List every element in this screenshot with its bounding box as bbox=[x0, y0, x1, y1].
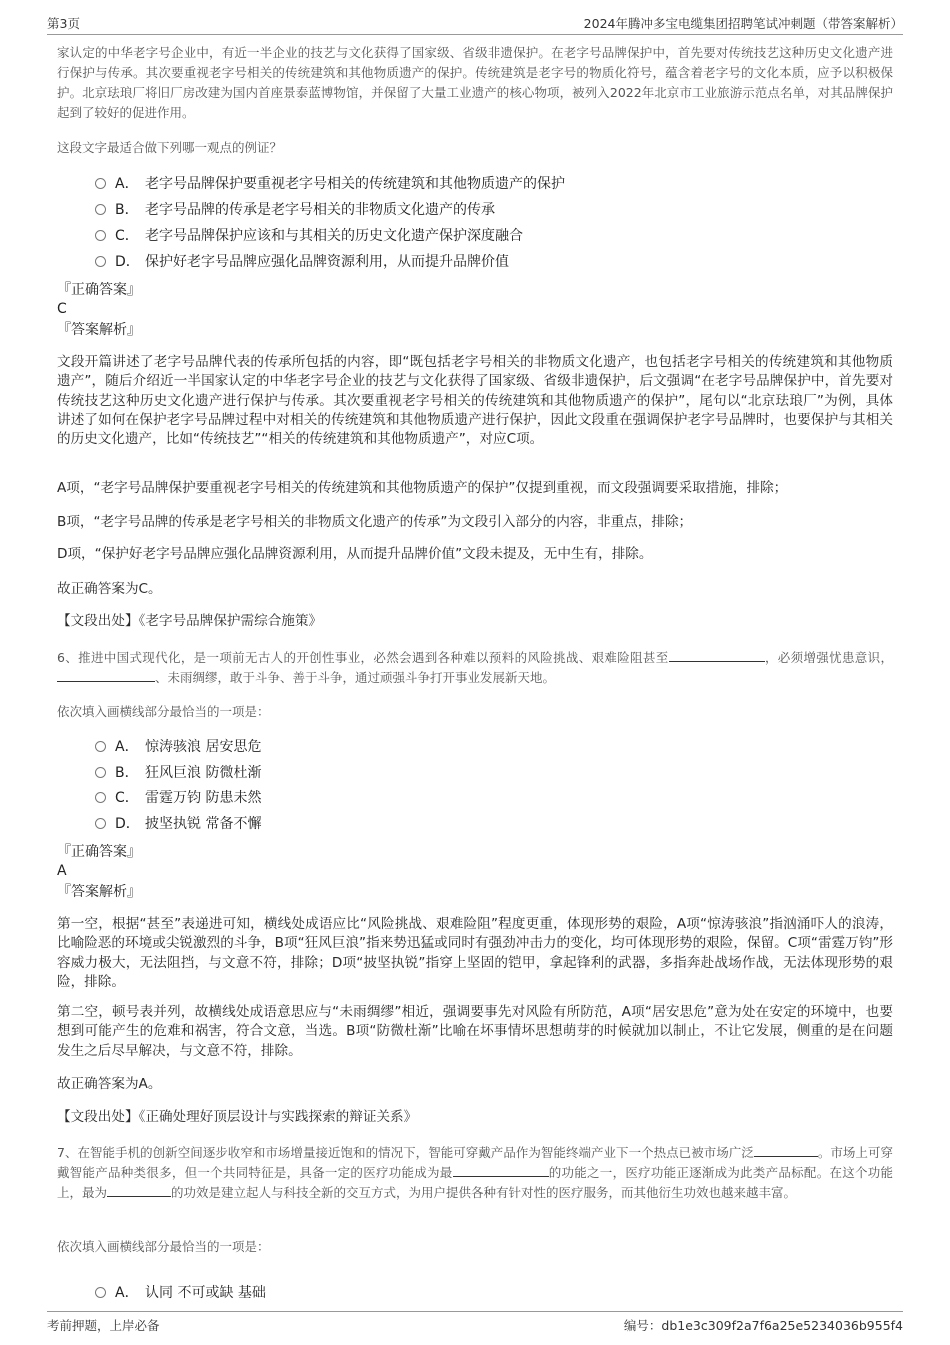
q5-passage: 家认定的中华老字号企业中，有近一半企业的技艺与文化获得了国家级、省级非遗保护。在老字号品牌保护中，首先要对传统技艺这种历史文化遗产进行保护与传承。其次要重视老字号相关的传统建筑和其他物质遗产的保护。传统建筑是老字号的物质化符号，蕴含着老字号的文化本质，应予以积极保护。北京珐琅厂将旧厂房改建为国内首座景泰蓝博物馆，并保留了大量工业遗产的核心物项，被列入2022年北京市工业旅游示范点名单，对其品牌保护起到了较好的促进作用。 bbox=[57, 45, 893, 120]
blank-line bbox=[107, 1184, 171, 1197]
q6-option-a[interactable]: A． 惊涛骇浪 居安思危 bbox=[95, 736, 261, 758]
q5-answer: C bbox=[57, 301, 67, 317]
blank-line bbox=[57, 669, 155, 682]
q6-analysis-label: 『答案解析』 bbox=[57, 884, 141, 900]
q6-stem: 6、推进中国式现代化，是一项前无古人的开创性事业，必然会遇到各种难以预料的风险挑战、艰难险阻甚至 ，必须增强忧患意识，、未雨绸缪，敢于斗争、善于斗争，通过顽强斗争打开事业发展新天地。 bbox=[57, 650, 893, 685]
q6-option-b[interactable]: B． 狂风巨浪 防微杜渐 bbox=[95, 762, 261, 784]
q6-source: 【文段出处】《正确处理好顶层设计与实践探索的辩证关系》 bbox=[57, 1109, 418, 1125]
q5-conclusion: 故正确答案为C。 bbox=[57, 581, 162, 597]
document-id: 编号：db1e3c309f2a7f6a25e5234036b955f4 bbox=[623, 1318, 903, 1333]
q5-option-c[interactable]: C． 老字号品牌保护应该和与其相关的历史文化遗产保护深度融合 bbox=[95, 225, 523, 247]
q6-answer-label: 『正确答案』 bbox=[57, 844, 141, 860]
blank-line bbox=[754, 1144, 818, 1157]
q5-answer-label: 『正确答案』 bbox=[57, 282, 141, 298]
page-number: 第3页 bbox=[47, 16, 80, 31]
q6-option-d[interactable]: D． 披坚执锐 常备不懈 bbox=[95, 813, 261, 835]
radio-icon[interactable] bbox=[95, 1287, 106, 1298]
blank-line bbox=[453, 1164, 549, 1177]
q5-analysis-d: D项，“保护好老字号品牌应强化品牌资源利用，从而提升品牌价值”文段未提及，无中生有，排除。 bbox=[57, 546, 653, 562]
q7-stem: 7、在智能手机的创新空间逐步收窄和市场增量接近饱和的情况下，智能可穿戴产品作为智能终端产业下一个热点已被市场广泛 。市场上可穿戴智能产品种类很多，但一个共同特征是，具备一定的医疗功能成为最 的功能之一，医疗功能正逐渐成为此类产品标配。在这个功能上，最为 的功效是建立起人与科技全新的交互方式，为用户提供各种有针对性的医疗服务，而其他衍生功效也越来越丰富。 bbox=[57, 1145, 893, 1200]
radio-icon[interactable] bbox=[95, 741, 106, 752]
q5-prompt: 这段文字最适合做下列哪一观点的例证？ bbox=[57, 140, 283, 155]
radio-icon[interactable] bbox=[95, 767, 106, 778]
radio-icon[interactable] bbox=[95, 230, 106, 241]
q5-option-b[interactable]: B． 老字号品牌的传承是老字号相关的非物质文化遗产的传承 bbox=[95, 199, 495, 221]
blank-line bbox=[669, 649, 765, 662]
q6-analysis-first-blank: 第一空，根据“甚至”表递进可知，横线处成语应比“风险挑战、艰难险阻”程度更重，体现形势的艰险，A项“惊涛骇浪”指汹涌吓人的浪涛，比喻险恶的环境或尖锐激烈的斗争，B项“狂风巨浪”指来势迅猛或同时有强劲冲击力的变化，均可体现形势的艰险，保留。C项“雷霆万钧”形容威力极大，无法阻挡，与文意不符，排除；D项“披坚执锐”指穿上坚固的铠甲，拿起锋利的武器，多指奔赴战场作战，无法体现形势的艰险，排除。 bbox=[57, 916, 893, 990]
q7-prompt: 依次填入画横线部分最恰当的一项是： bbox=[57, 1239, 270, 1254]
q5-option-d[interactable]: D． 保护好老字号品牌应强化品牌资源利用，从而提升品牌价值 bbox=[95, 251, 509, 273]
radio-icon[interactable] bbox=[95, 178, 106, 189]
q5-option-a[interactable]: A． 老字号品牌保护要重视老字号相关的传统建筑和其他物质遗产的保护 bbox=[95, 173, 565, 195]
q6-conclusion: 故正确答案为A。 bbox=[57, 1076, 162, 1092]
q7-option-a[interactable]: A． 认同 不可或缺 基础 bbox=[95, 1282, 266, 1304]
page-footer bbox=[47, 1311, 903, 1336]
q5-analysis-a: A项，“老字号品牌保护要重视老字号相关的传统建筑和其他物质遗产的保护”仅提到重视，而文段强调要采取措施，排除； bbox=[57, 480, 788, 496]
q6-analysis-second-blank: 第二空，顿号表并列，故横线处成语意思应与“未雨绸缪”相近，强调要事先对风险有所防范，A项“居安思危”意为处在安定的环境中，也要想到可能产生的危难和祸害，符合文意，当选。B项“防微杜渐”比喻在坏事情坏思想萌芽的时候就加以制止，不让它发展，侧重的是在问题发生之后尽早解决，与文意不符，排除。 bbox=[57, 1004, 893, 1059]
q5-analysis-main: 文段开篇讲述了老字号品牌代表的传承所包括的内容，即“既包括老字号相关的非物质文化遗产，也包括老字号相关的传统建筑和其他物质遗产”，随后介绍近一半国家认定的中华老字号企业的技艺与文化获得了国家级、省级非遗保护，后文强调“在老字号品牌保护中，首先要对传统技艺这种历史文化遗产进行保护与传承。其次要重视老字号相关的传统建筑和其他物质遗产的保护”，尾句以“北京珐琅厂”为例，具体讲述了如何在保护老字号品牌过程中对相关的传统建筑和其他物质遗产进行保护，因此文段重在强调保护老字号品牌时，也要保护与其相关的历史文化遗产，比如“传统技艺”“相关的传统建筑和其他物质遗产”，对应C项。 bbox=[57, 354, 893, 448]
document-title: 2024年腾冲多宝电缆集团招聘笔试冲刺题（带答案解析） bbox=[583, 16, 903, 31]
radio-icon[interactable] bbox=[95, 204, 106, 215]
radio-icon[interactable] bbox=[95, 818, 106, 829]
page-header bbox=[47, 12, 903, 35]
q5-analysis-label: 『答案解析』 bbox=[57, 322, 141, 338]
q6-answer: A bbox=[57, 863, 67, 879]
q5-source: 【文段出处】《老字号品牌保护需综合施策》 bbox=[57, 613, 323, 629]
footer-slogan: 考前押题，上岸必备 bbox=[47, 1318, 160, 1333]
q6-prompt: 依次填入画横线部分最恰当的一项是： bbox=[57, 704, 270, 719]
q6-option-c[interactable]: C． 雷霆万钧 防患未然 bbox=[95, 787, 261, 809]
radio-icon[interactable] bbox=[95, 256, 106, 267]
radio-icon[interactable] bbox=[95, 792, 106, 803]
q5-analysis-b: B项，“老字号品牌的传承是老字号相关的非物质文化遗产的传承”为文段引入部分的内容，非重点，排除； bbox=[57, 514, 693, 530]
